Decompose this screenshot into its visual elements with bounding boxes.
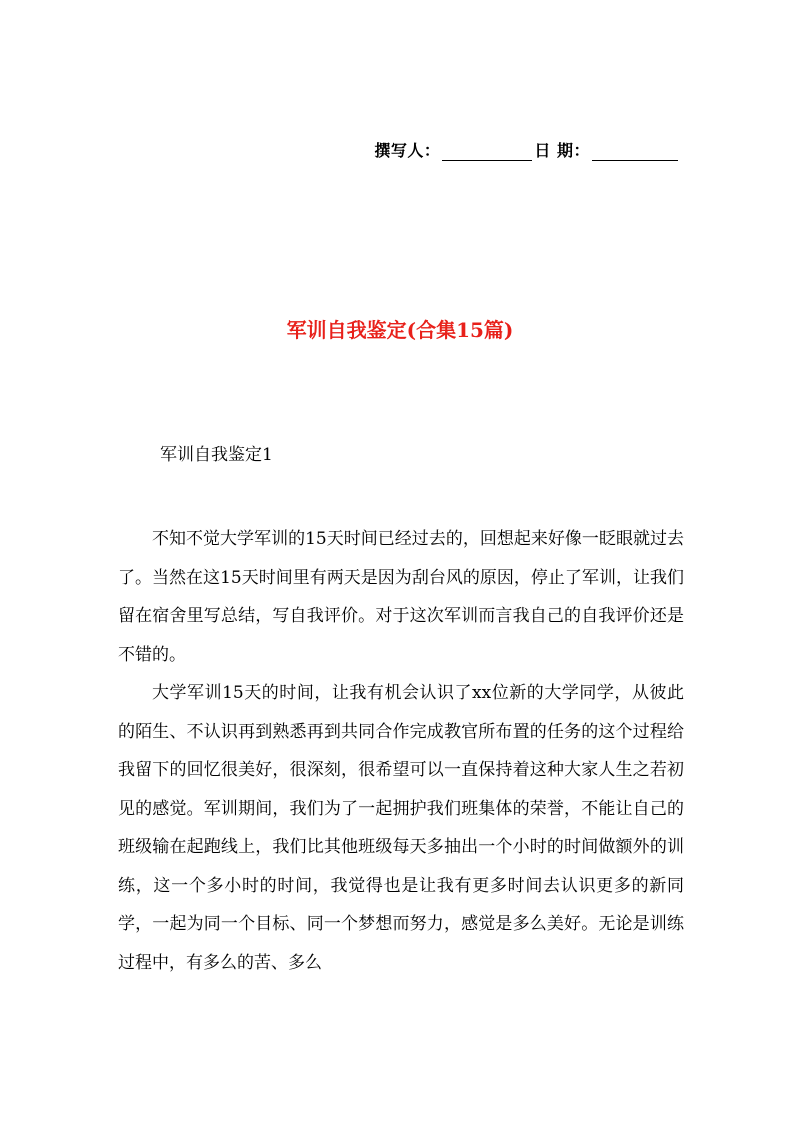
date-blank — [592, 144, 678, 161]
author-date-line — [374, 138, 680, 161]
author-label: 撰写人： — [374, 141, 441, 160]
section-heading: 军训自我鉴定1 — [160, 445, 273, 465]
document-title: 军训自我鉴定(合集15篇) — [286, 318, 514, 342]
body-text — [118, 520, 684, 982]
paragraph: 大学军训15天的时间，让我有机会认识了xx位新的大学同学，从彼此的陌生、不认识再到熟悉再到共同合作完成教官所布置的任务的这个过程给我留下的回忆很美好，很深刻，很希望可以一直保持着这种大家人生之若初见的感觉。军训期间，我们为了一起拥护我们班集体的荣誉，不能让自己的班级输在起跑线上，我们比其他班级每天多抽出一个小时的时间做额外的训练，这一个多小时的时间，我觉得也是让我有更多时间去认识更多的新同学，一起为同一个目标、同一个梦想而努力，感觉是多么美好。无论是训练过程中，有多么的苦、多么 — [118, 683, 684, 973]
author-blank — [442, 144, 532, 161]
date-label: 日 期： — [534, 141, 590, 160]
paragraph: 不知不觉大学军训的15天时间已经过去的，回想起来好像一眨眼就过去了。当然在这15天时间里有两天是因为刮台风的原因，停止了军训，让我们留在宿舍里写总结，写自我评价。对于这次军训而言我自己的自我评价还是不错的。 — [118, 529, 684, 665]
